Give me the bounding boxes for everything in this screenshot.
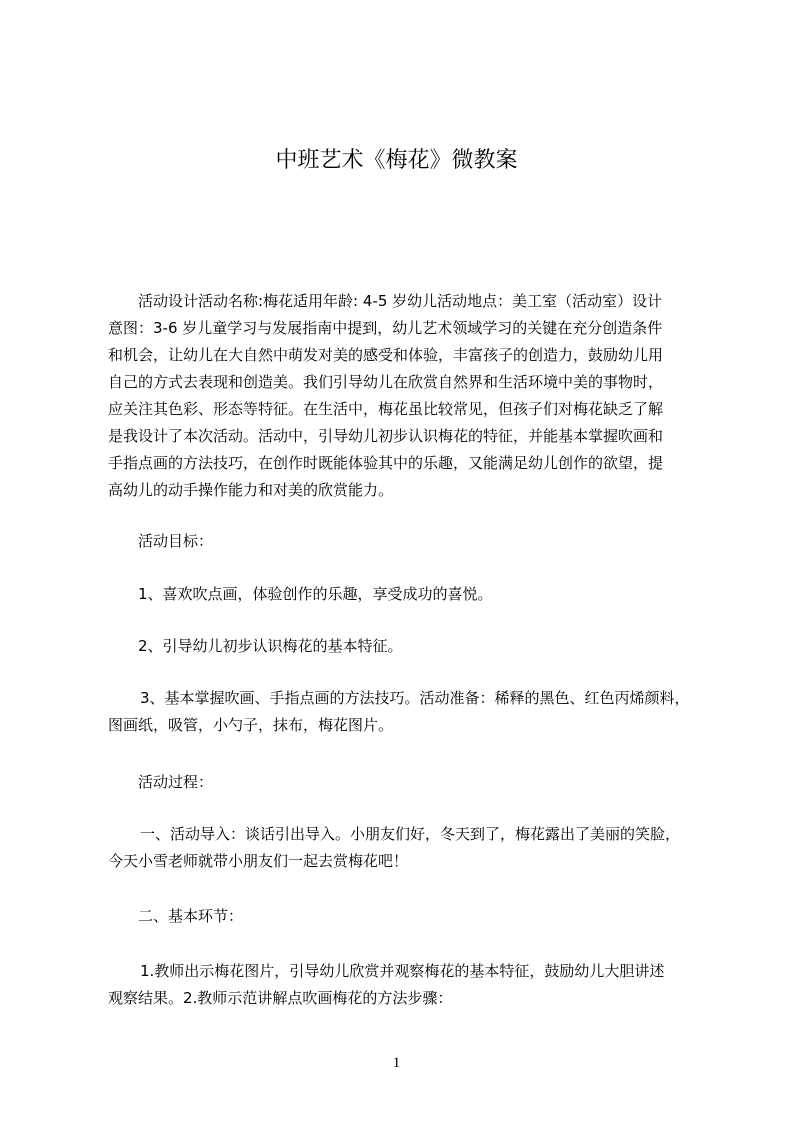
- intro-line: 应关注其色彩、形态等特征。在生活中，梅花虽比较常见，但孩子们对梅花缺乏了解: [108, 400, 664, 418]
- goal-item: 1、喜欢吹点画，体验创作的乐趣，享受成功的喜悦。: [138, 585, 493, 603]
- page-number: 1: [392, 1055, 401, 1071]
- intro-line: 是我设计了本次活动。活动中，引导幼儿初步认识梅花的特征，并能基本掌握吹画和: [108, 427, 664, 445]
- intro-line: 自己的方式去表现和创造美。我们引导幼儿在欣赏自然界和生活环境中美的事物时，: [108, 373, 664, 391]
- step-line: 观察结果。2.教师示范讲解点吹画梅花的方法步骤：: [108, 989, 453, 1007]
- goal-item: 2、引导幼儿初步认识梅花的基本特征。: [138, 637, 403, 655]
- step-line: 1.教师出示梅花图片，引导幼儿欣赏并观察梅花的基本特征，鼓励幼儿大胆讲述: [140, 962, 665, 980]
- goal-item-continued: 图画纸，吸管，小勺子，抹布，梅花图片。: [108, 716, 394, 734]
- intro-line: 活动设计活动名称:梅花适用年龄: 4-5 岁幼儿活动地点：美工室（活动室）设计: [138, 292, 663, 310]
- step-heading: 二、基本环节：: [138, 907, 244, 925]
- document-title: 中班艺术《梅花》微教案: [275, 148, 518, 173]
- goals-heading: 活动目标：: [138, 532, 214, 550]
- goal-item: 3、基本掌握吹画、手指点画的方法技巧。活动准备：稀释的黑色、红色丙烯颜料，: [140, 689, 690, 707]
- step-line: 一、活动导入：谈话引出导入。小朋友们好，冬天到了，梅花露出了美丽的笑脸，: [140, 825, 681, 843]
- intro-line: 高幼儿的动手操作能力和对美的欣赏能力。: [108, 481, 394, 499]
- step-line: 今天小雪老师就带小朋友们一起去赏梅花吧！: [108, 852, 409, 870]
- intro-line: 意图：3-6 岁儿童学习与发展指南中提到，幼儿艺术领域学习的关键在充分创造条件: [108, 319, 663, 337]
- intro-line: 和机会，让幼儿在大自然中萌发对美的感受和体验，丰富孩子的创造力，鼓励幼儿用: [108, 346, 664, 364]
- intro-line: 手指点画的方法技巧，在创作时既能体验其中的乐趣，又能满足幼儿创作的欲望，提: [108, 454, 664, 472]
- process-heading: 活动过程：: [138, 773, 214, 791]
